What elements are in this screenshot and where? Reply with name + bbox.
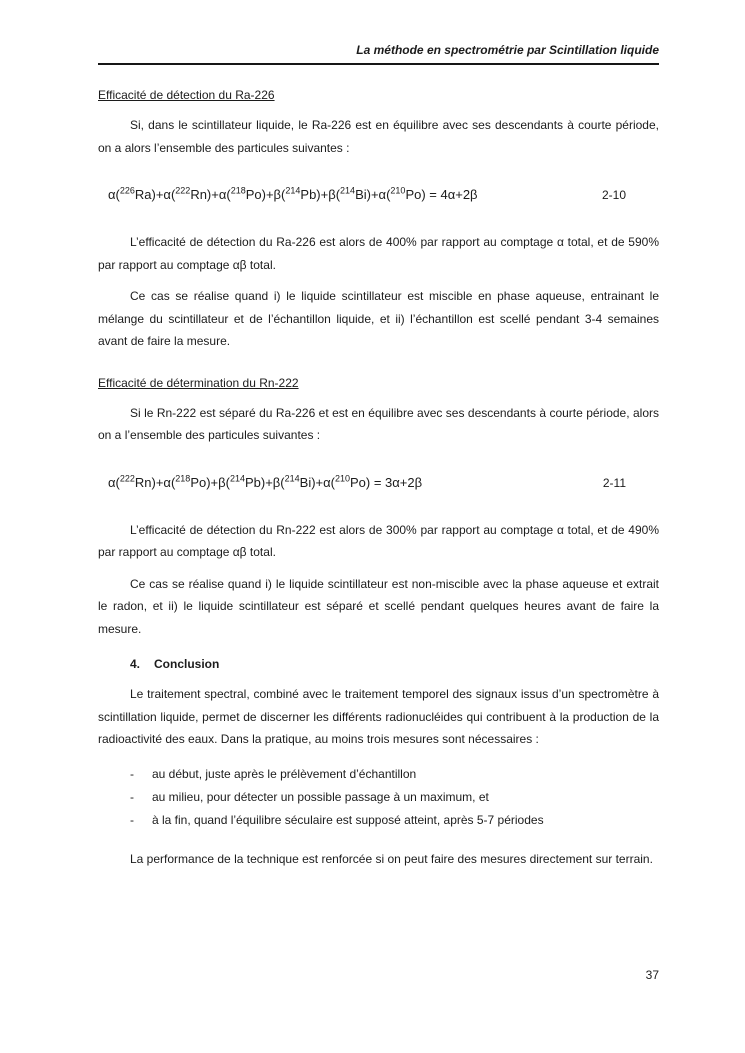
paragraph-ra226-intro: Si, dans le scintillateur liquide, le Ra-226 est en équilibre avec ses descendants à courte période, on a alors l’ensemble des particules suivantes :: [98, 118, 659, 155]
paragraph-conclusion-2: La performance de la technique est renforcée si on peut faire des mesures directement sur terrain.: [130, 851, 653, 866]
equation-formula: α($^{226}$Ra)+α($^{222}$Rn)+α($^{218}$Po)+β($^{214}$Pb)+β($^{214}$Bi)+α($^{210}$Po) = 4α+2β: [108, 185, 478, 202]
list-item: [98, 809, 659, 832]
conclusion-bullet-list: [98, 763, 659, 832]
paragraph-ra226-efficiency: L’efficacité de détection du Ra-226 est alors de 400% par rapport au comptage α total, et de 590% par rapport au comptage αβ total.: [98, 235, 659, 272]
equation-2-10: [98, 185, 659, 205]
paragraph-rn222-conditions: Ce cas se réalise quand i) le liquide scintillateur est non-miscible avec la phase aqueuse et extrait le radon, et ii) le liquide scintillateur est séparé et scellé pendant quelques heures avant de faire la mesure.: [98, 576, 659, 636]
paragraph-conclusion-1: Le traitement spectral, combiné avec le traitement temporel des signaux issus d’un spectromètre à scintillation liquide, permet de discerner les différents radionucléides qui contribuent à la production de la radioactivité des eaux. Dans la pratique, au moins trois mesures sont nécessaires :: [98, 687, 659, 746]
equation-2-11: [98, 473, 659, 493]
paragraph-rn222-intro: Si le Rn-222 est séparé du Ra-226 et est en équilibre avec ses descendants à courte période, alors on a l’ensemble des particules suivantes :: [98, 405, 659, 442]
paragraph-ra226-conditions: Ce cas se réalise quand i) le liquide scintillateur est miscible en phase aqueuse, entrainant le mélange du scintillateur et de l’échantillon liquide, et ii) l’échantillon est scellé pendant 3-4 semaines avant de faire la mesure.: [98, 289, 659, 348]
equation-formula: α($^{222}$Rn)+α($^{218}$Po)+β($^{214}$Pb)+β($^{214}$Bi)+α($^{210}$Po) = 3α+2β: [108, 473, 423, 490]
equation-number: 2-11: [602, 475, 626, 490]
bullet-dash: -: [130, 766, 134, 781]
bullet-text: à la fin, quand l’équilibre séculaire est supposé atteint, après 5-7 périodes: [152, 812, 544, 827]
bullet-text: au début, juste après le prélèvement d’échantillon: [152, 766, 417, 781]
equation-number: 2-10: [601, 188, 626, 202]
bullet-text: au milieu, pour détecter un possible passage à un maximum, et: [152, 789, 489, 804]
page-number: 37: [645, 968, 659, 982]
conclusion-number: 4.: [130, 657, 141, 671]
page-header: [98, 42, 659, 65]
bullet-dash: -: [130, 789, 134, 804]
header-title: La méthode en spectrométrie par Scintillation liquide: [356, 43, 659, 57]
list-item: [98, 786, 659, 809]
paragraph-rn222-efficiency: L’efficacité de détection du Rn-222 est alors de 300% par rapport au comptage α total, et de 490% par rapport au comptage αβ total.: [98, 522, 659, 559]
section-heading-rn222: Efficacité de détermination du Rn-222: [98, 375, 299, 390]
conclusion-title: Conclusion: [154, 657, 220, 671]
section-heading-ra226: Efficacité de détection du Ra-226: [98, 88, 275, 102]
list-item: [98, 763, 659, 786]
conclusion-heading: [98, 656, 659, 672]
bullet-dash: -: [130, 812, 134, 827]
